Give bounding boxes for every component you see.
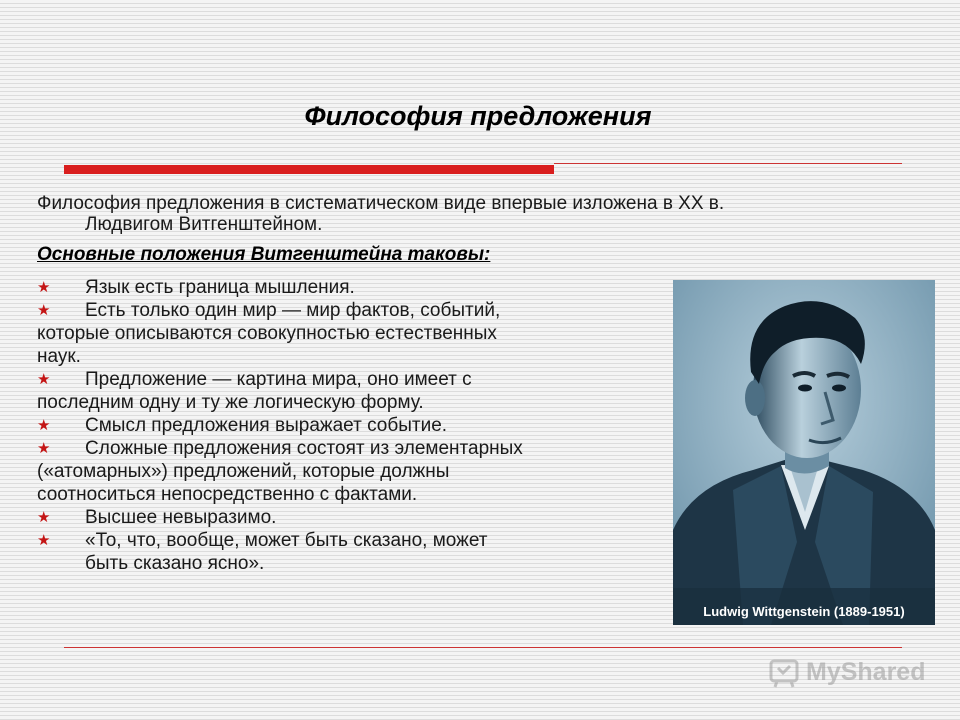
star-bullet-icon: ★: [37, 440, 51, 457]
intro-paragraph: [37, 193, 917, 235]
watermark-text: MyShared: [806, 657, 926, 686]
bullet-text: Предложение — картина мира, оно имеет с: [85, 369, 472, 390]
bullet-text: Высшее невыразимо.: [85, 507, 277, 528]
bullet-line: [37, 276, 657, 299]
bullet-line: [37, 299, 657, 322]
bullet-text: Есть только один мир — мир фактов, событий,: [85, 300, 501, 321]
wittgenstein-portrait: [673, 280, 935, 625]
bullet-list: [37, 276, 657, 575]
bullet-text: соотноситься непосредственно с фактами.: [37, 484, 418, 505]
photo-caption: Ludwig Wittgenstein (1889-1951): [703, 604, 905, 619]
bullet-item: [37, 368, 657, 414]
section-subheading: Основные положения Витгенштейна таковы:: [37, 244, 491, 265]
bullet-text: «То, что, вообще, может быть сказано, может: [85, 530, 488, 551]
bullet-text: («атомарных») предложений, которые должны: [37, 461, 450, 482]
star-bullet-icon: ★: [37, 371, 51, 388]
watermark: [768, 655, 925, 689]
bullet-line: [37, 322, 657, 345]
bullet-text: которые описываются совокупностью естественных: [37, 323, 497, 344]
bullet-line: [37, 483, 657, 506]
star-bullet-icon: ★: [37, 279, 51, 296]
slide-title: Философия предложения: [304, 101, 652, 131]
bullet-line: [37, 345, 657, 368]
bullet-item: [37, 276, 657, 299]
bullet-line: [37, 368, 657, 391]
title-underline-thin: [554, 163, 902, 164]
portrait-illustration: [673, 280, 935, 625]
bullet-item: [37, 414, 657, 437]
bullet-text: быть сказано ясно».: [85, 553, 265, 574]
bullet-text: Смысл предложения выражает событие.: [85, 415, 448, 436]
bullet-text: Язык есть граница мышления.: [85, 277, 355, 298]
bullet-text: Сложные предложения состоят из элементарных: [85, 438, 523, 459]
bullet-line: [37, 529, 657, 552]
bullet-line: [37, 437, 657, 460]
bullet-line: [37, 391, 657, 414]
bullet-line: [37, 506, 657, 529]
star-bullet-icon: ★: [37, 302, 51, 319]
bullet-line: [37, 414, 657, 437]
star-bullet-icon: ★: [37, 509, 51, 526]
bullet-item: [37, 437, 657, 506]
intro-line-2: Людвигом Витгенштейном.: [85, 214, 323, 235]
bullet-item: [37, 529, 657, 575]
bullet-item: [37, 299, 657, 368]
bullet-text: наук.: [37, 346, 81, 367]
bullet-text: последним одну и ту же логическую форму.: [37, 392, 424, 413]
intro-line-1: Философия предложения в систематическом виде впервые изложена в XX в.: [37, 193, 725, 214]
myshared-logo-icon: [768, 656, 800, 688]
bullet-item: [37, 506, 657, 529]
star-bullet-icon: ★: [37, 532, 51, 549]
bottom-rule: [64, 647, 902, 648]
bullet-line: [37, 460, 657, 483]
star-bullet-icon: ★: [37, 417, 51, 434]
title-underline-thick: [64, 165, 554, 174]
bullet-line: [37, 552, 657, 575]
